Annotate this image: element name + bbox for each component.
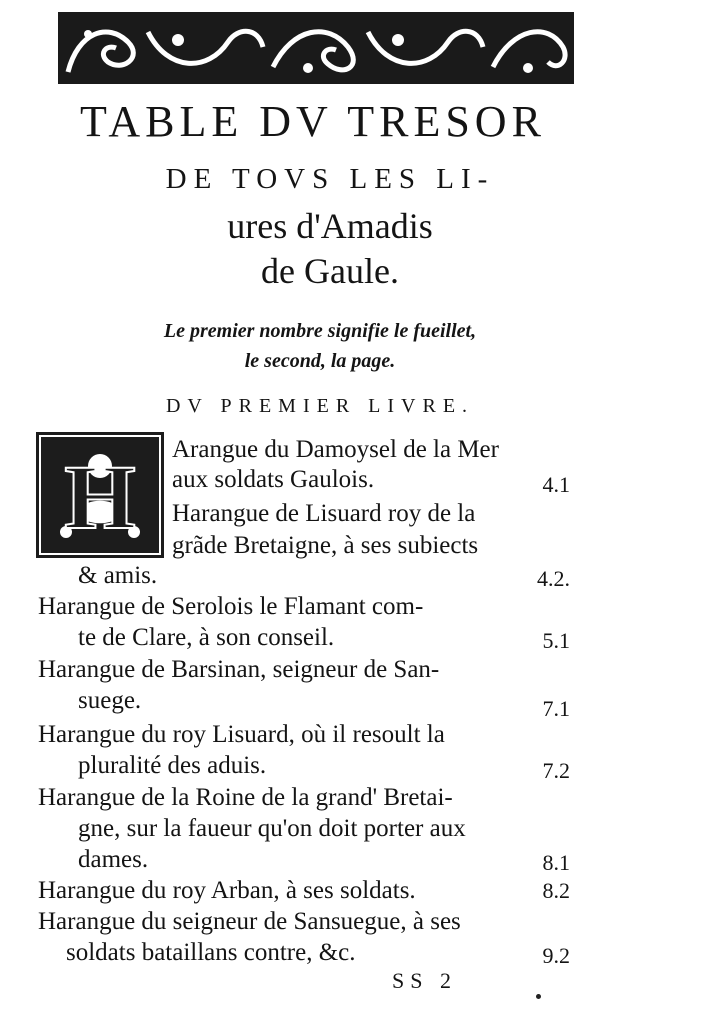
title-line-2: DE TOVS LES LI-	[165, 163, 495, 195]
entry-6-line-3: dames.	[78, 846, 149, 873]
entry-4-line-1: Harangue de Barsinan, seigneur de San-	[38, 656, 440, 683]
entry-2-line-2: grãde Bretaigne, à ses subiects	[172, 532, 479, 559]
entry-4-page-ref: 7.1	[542, 696, 570, 721]
entry-4-line-2: suege.	[78, 687, 142, 714]
title-line-3: ures d'Amadis	[227, 206, 433, 246]
entry-2-line-1: Harangue de Lisuard roy de la	[172, 500, 476, 527]
entry-7-page-ref: 8.2	[542, 878, 570, 903]
entry-3-line-1: Harangue de Serolois le Flamant com-	[38, 593, 424, 620]
entry-3-line-2: te de Clare, à son conseil.	[78, 624, 335, 651]
entry-2-line-3: & amis.	[78, 562, 158, 589]
decorated-initial	[36, 432, 164, 558]
entry-1-line-2: aux soldats Gaulois.	[172, 466, 375, 493]
entry-2-page-ref: 4.2.	[537, 566, 570, 591]
entry-8-line-2: soldats bataillans contre, &c.	[66, 939, 356, 966]
note-line-2: le second, la page.	[244, 350, 396, 372]
entry-6-line-1: Harangue de la Roine de la grand' Bretai-	[38, 784, 453, 811]
ornamental-headband	[58, 12, 574, 84]
entry-5-page-ref: 7.2	[542, 758, 570, 783]
entry-6-page-ref: 8.1	[542, 850, 570, 875]
entry-8-page-ref: 9.2	[542, 943, 570, 968]
entry-7-line-1: Harangue du roy Arban, à ses soldats.	[38, 877, 416, 904]
note-line-1: Le premier nombre signifie le fueillet,	[163, 320, 477, 342]
signature-mark: SS 2	[392, 968, 457, 993]
entry-1-line-1: Arangue du Damoysel de la Mer	[172, 436, 499, 463]
title-line-1: TABLE DV TRESOR	[80, 97, 546, 146]
entry-3-page-ref: 5.1	[542, 628, 570, 653]
initial-letter: H	[64, 446, 136, 548]
entry-5-line-1: Harangue du roy Lisuard, où il resoult la	[38, 721, 445, 748]
entry-8-line-1: Harangue du seigneur de Sansuegue, à ses	[38, 908, 461, 935]
ink-dot	[536, 994, 541, 999]
entry-1-page-ref: 4.1	[542, 472, 570, 497]
entry-6-line-2: gne, sur la faueur qu'on doit porter aux	[78, 815, 466, 842]
section-heading: DV PREMIER LIVRE.	[165, 395, 475, 417]
title-line-4: de Gaule.	[261, 251, 399, 291]
entry-5-line-2: pluralité des aduis.	[78, 752, 267, 779]
